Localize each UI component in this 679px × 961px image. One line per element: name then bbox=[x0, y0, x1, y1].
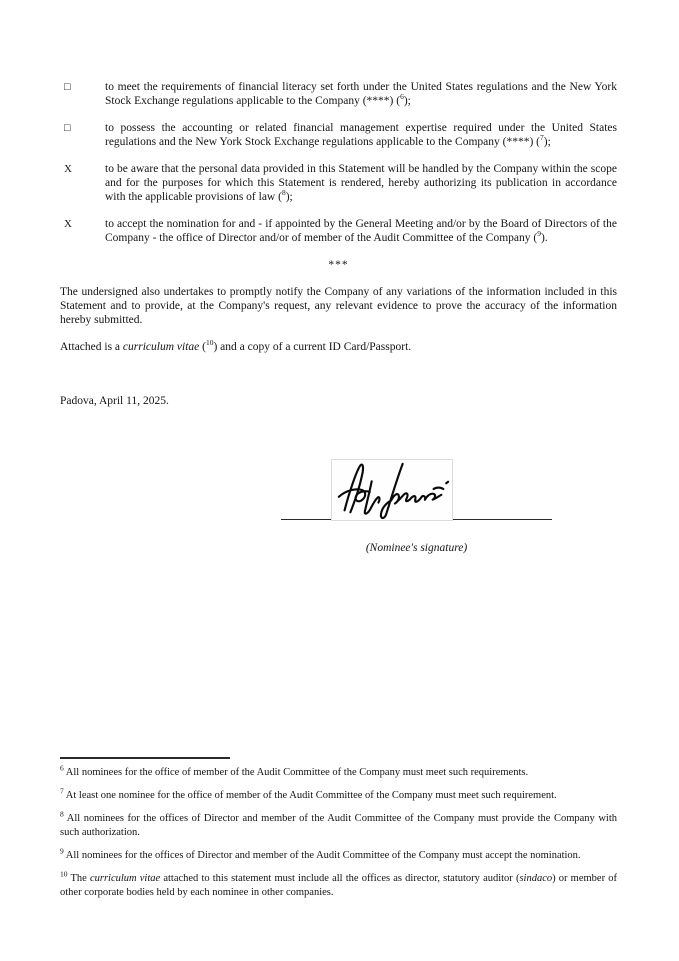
item-text-end: ); bbox=[285, 191, 293, 203]
footnote-number: 8 bbox=[60, 809, 64, 819]
item-text-body: to meet the requirements of financial literacy set forth under the United States regulations and the New York Stock Exchange regulations applicable to the Company (****) ( bbox=[105, 81, 617, 107]
footnote-separator-rule bbox=[60, 757, 230, 759]
declaration-item-text bbox=[105, 217, 617, 245]
footnote-number: 9 bbox=[60, 846, 64, 856]
footnote-text: The bbox=[70, 873, 90, 884]
footnote-7 bbox=[60, 786, 617, 803]
declaration-item-financial-literacy bbox=[60, 80, 617, 108]
attachment-text: Attached is a bbox=[60, 341, 123, 353]
footnote-text: ) or member of other corporate bodies held by each nominee in other companies. bbox=[60, 873, 617, 898]
signature-caption: (Nominee's signature) bbox=[365, 542, 468, 554]
handwritten-signature-icon bbox=[332, 460, 452, 520]
footnote-6 bbox=[60, 763, 617, 780]
curriculum-vitae-italic: curriculum vitae bbox=[122, 341, 200, 353]
checkbox-marker: □ bbox=[64, 122, 71, 134]
declaration-item-personal-data bbox=[60, 162, 617, 204]
signature-image bbox=[331, 459, 453, 521]
x-marker: X bbox=[64, 163, 72, 175]
item-text-end: ). bbox=[540, 232, 548, 244]
place-date-line: Padova, April 11, 2025. bbox=[60, 395, 169, 407]
checkbox-marker: □ bbox=[64, 81, 71, 93]
item-text-body: to accept the nomination for and - if appointed by the General Meeting and/or by the Board of Directors of the Company - the office of Director and/or of member of the Audit Committee of the Company ( bbox=[105, 218, 617, 244]
footnote-reference-10: 10 bbox=[205, 338, 214, 348]
footnote-text: All nominees for the offices of Director and member of the Audit Committee of the Company must accept the nomination. bbox=[65, 850, 581, 861]
footnote-9 bbox=[60, 846, 617, 863]
declaration-item-text bbox=[105, 80, 617, 108]
declaration-item-accept-nomination bbox=[60, 217, 617, 245]
item-text-end: ); bbox=[543, 136, 551, 148]
footnote-8 bbox=[60, 809, 618, 840]
footnote-reference-7: 7 bbox=[539, 133, 544, 143]
item-text-body: to be aware that the personal data provided in this Statement will be handled by the Company within the scope and for the purposes for which this Statement is rendered, hereby authorizing its publication in accordance with the applicable provisions of law ( bbox=[105, 163, 617, 203]
footnote-reference-8: 8 bbox=[281, 188, 286, 198]
footnote-text: At least one nominee for the office of member of the Audit Committee of the Company must meet such requirement. bbox=[65, 790, 557, 801]
declaration-item-text bbox=[105, 121, 617, 149]
declaration-item-accounting-expertise bbox=[60, 121, 617, 149]
footnote-reference-9: 9 bbox=[537, 229, 541, 239]
signature-line bbox=[281, 468, 552, 520]
footnote-number: 7 bbox=[60, 786, 64, 796]
sindaco-italic: sindaco bbox=[519, 873, 553, 884]
x-marker: X bbox=[64, 218, 72, 230]
attachment-text: ( bbox=[199, 341, 206, 353]
undertaking-paragraph: The undersigned also undertakes to promptly notify the Company of any variations of the information included in this Statement and to provide, at the Company's request, any relevant evidence to prove the accuracy of the information hereby submitted. bbox=[60, 286, 617, 326]
footnote-number: 10 bbox=[60, 869, 68, 879]
item-text-body: to possess the accounting or related financial management expertise required under the United States regulations and the New York Stock Exchange regulations applicable to the Company (****) ( bbox=[105, 122, 617, 148]
item-text-end: ); bbox=[403, 95, 411, 107]
footnote-text: attached to this statement must include all the offices as director, statutory auditor ( bbox=[160, 873, 520, 884]
declaration-item-text bbox=[105, 162, 617, 204]
attachment-text: ) and a copy of a current ID Card/Passport. bbox=[213, 341, 412, 353]
footnote-reference-6: 6 bbox=[400, 92, 404, 102]
footnotes-section bbox=[60, 757, 617, 909]
section-separator: *** bbox=[328, 259, 349, 271]
footnote-10 bbox=[60, 869, 617, 900]
footnote-text: All nominees for the offices of Director and member of the Audit Committee of the Company must provide the Company with such authorization. bbox=[60, 813, 618, 838]
footnote-text: All nominees for the office of member of the Audit Committee of the Company must meet such requirements. bbox=[65, 767, 529, 778]
document-body bbox=[60, 80, 617, 555]
curriculum-vitae-italic: curriculum vitae bbox=[89, 873, 161, 884]
footnote-number: 6 bbox=[60, 763, 64, 773]
attachment-line bbox=[60, 340, 617, 354]
